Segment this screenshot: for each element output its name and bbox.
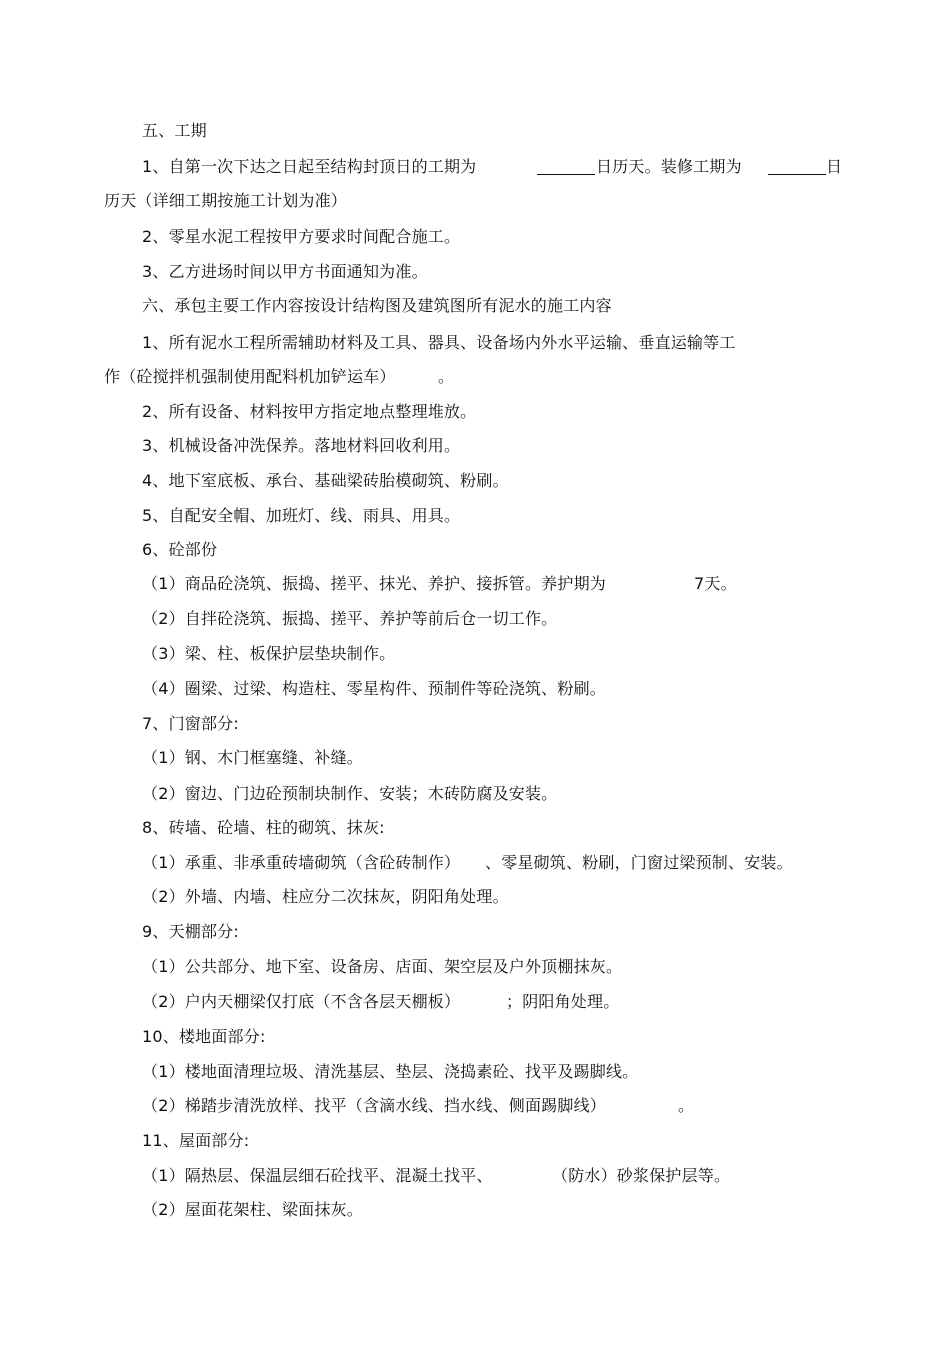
list-item: ；阴阳角处理。 (506, 992, 620, 1011)
list-item: （2）外墙、内墙、柱应分二次抹灰，阴阳角处理。 (142, 887, 509, 906)
paragraph-text: 日 (826, 157, 843, 176)
list-item: （2）户内天棚梁仅打底（不含各层天棚板） (142, 992, 461, 1011)
section-heading-scope: 六、承包主要工作内容按设计结构图及建筑图所有泥水的施工内容 (142, 296, 612, 315)
list-item: （2）梯踏步清洗放样、找平（含滴水线、挡水线、侧面踢脚线） (142, 1096, 606, 1115)
paragraph-text: 4、地下室底板、承台、基础梁砖胎模砌筑、粉刷。 (142, 471, 509, 490)
paragraph-text: 3、乙方进场时间以甲方书面通知为准。 (142, 262, 428, 281)
paragraph-text: 历天（详细工期按施工计划为准） (104, 191, 348, 210)
subsection-heading: 6、砼部份 (142, 540, 218, 559)
blank-underline (537, 158, 595, 175)
paragraph-text: 。 (438, 367, 455, 386)
paragraph-text: 5、自配安全帽、加班灯、线、雨具、用具。 (142, 506, 461, 525)
list-item: 。 (678, 1096, 695, 1115)
paragraph-text: 2、零星水泥工程按甲方要求时间配合施工。 (142, 227, 461, 246)
paragraph-text: 日历天。装修工期为 (596, 157, 742, 176)
paragraph-text: 1、所有泥水工程所需辅助材料及工具、器具、设备场内外水平运输、垂直运输等工 (142, 333, 736, 352)
list-item: （3）梁、柱、板保护层垫块制作。 (142, 644, 396, 663)
paragraph-text: 作（砼搅拌机强制使用配料机加铲运车） (104, 367, 396, 386)
list-item: （4）圈梁、过梁、构造柱、零星构件、预制件等砼浇筑、粉刷。 (142, 679, 606, 698)
list-item: （2）窗边、门边砼预制块制作、安装；木砖防腐及安装。 (142, 784, 558, 803)
subsection-heading: 8、砖墙、砼墙、柱的砌筑、抹灰: (142, 818, 385, 837)
list-item: 、零星砌筑、粉刷，门窗过梁预制、安装。 (485, 853, 793, 872)
list-item: （1）承重、非承重砖墙砌筑（含砼砖制作） (142, 853, 461, 872)
subsection-heading: 7、门窗部分: (142, 714, 239, 733)
list-item: （1）商品砼浇筑、振捣、搓平、抹光、养护、接拆管。养护期为 (142, 574, 606, 593)
list-item: （1）公共部分、地下室、设备房、店面、架空层及户外顶棚抹灰。 (142, 957, 623, 976)
list-item: （2）屋面花架柱、梁面抹灰。 (142, 1200, 363, 1219)
list-item: （1）楼地面清理垃圾、清洗基层、垫层、浇捣素砼、找平及踢脚线。 (142, 1062, 639, 1081)
subsection-heading: 9、天棚部分: (142, 922, 239, 941)
list-item: （防水）砂浆保护层等。 (552, 1166, 731, 1185)
list-item: （1）钢、木门框塞缝、补缝。 (142, 748, 363, 767)
list-item: （1）隔热层、保温层细石砼找平、混凝土找平、 (142, 1166, 493, 1185)
subsection-heading: 10、楼地面部分: (142, 1027, 266, 1046)
paragraph-text: 2、所有设备、材料按甲方指定地点整理堆放。 (142, 402, 477, 421)
paragraph-text: 3、机械设备冲洗保养。落地材料回收利用。 (142, 436, 461, 455)
blank-underline (768, 158, 826, 175)
list-item: 7天。 (694, 574, 737, 593)
section-heading-schedule: 五、工期 (142, 121, 207, 140)
subsection-heading: 11、屋面部分: (142, 1131, 250, 1150)
paragraph-text: 1、自第一次下达之日起至结构封顶日的工期为 (142, 157, 477, 176)
list-item: （2）自拌砼浇筑、振捣、搓平、养护等前后仓一切工作。 (142, 609, 558, 628)
